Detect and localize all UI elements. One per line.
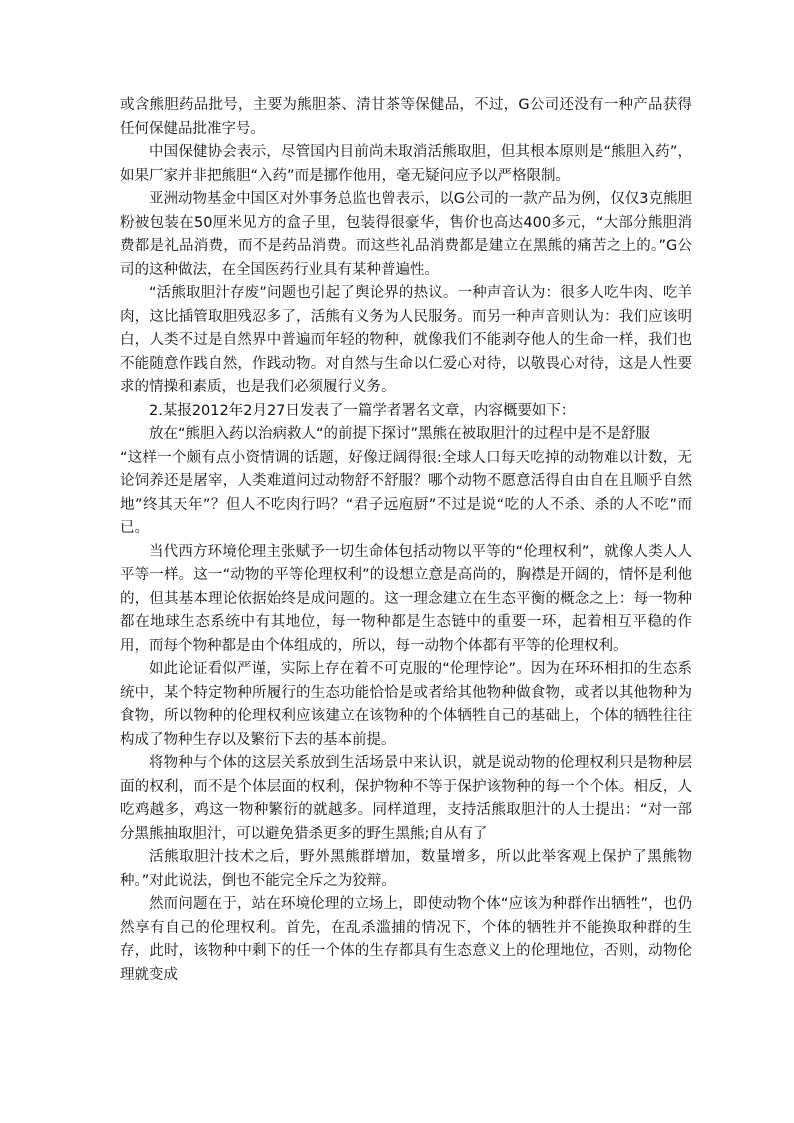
paragraph-1: 或含熊胆药品批号，主要为熊胆茶、清甘茶等保健品，不过，G公司还没有一种产品获得任何保健品批准字号。 <box>120 97 692 137</box>
paragraph-6: 放在“熊胆入药以治病救人“的前提下探讨”黑熊在被取胆汁的过程中是不是舒服 <box>149 426 651 442</box>
paragraph-10: 将物种与个体的这层关系放到生活场景中来认识，就是说动物的伦理权利只是物种层面的权利，而不是个体层面的权利，保护物种不等于保护该物种的每一个个体。相反，人吃鸡越多，鸡这一物种繁衍的就越多。同样道理，支持活熊取胆汁的人士提出：“对一部分黑熊抽取胆汁，可以避免猎杀更多的野生黑熊;自从有了 <box>120 755 692 842</box>
paragraph-5: 2.某报2012年2月27日发表了一篇学者署名文章，内容概要如下： <box>149 402 576 419</box>
paragraph-3: 亚洲动物基金中国区对外事务总监也曾表示，以G公司的一款产品为例，仅仅3克熊胆粉被包装在50厘米见方的盒子里，包装得很豪华，售价也高达400多元，“大部分熊胆消费都是礼品消费，而不是药品消费。而这些礼品消费都是建立在黑熊的痛苦之上的。”G公司的这种做法，在全国医药行业具有某种普遍性。 <box>120 191 692 278</box>
paragraph-8: 当代西方环境伦理主张赋予一切生命体包括动物以平等的“伦理权利”，就像人类人人平等一样。这一“动物的平等伦理权利”的设想立意是高尚的，胸襟是开阔的，情怀是利他的，但其基本理论依据始终是成问题的。这一理念建立在生态平衡的概念之上：每一物种都在地球生态系统中有其地位，每一物种都是生态链中的重要一环，起着相互平稳的作用，而每个物种都是由个体组成的，所以，每一动物个体都有平等的伦理权利。 <box>120 543 692 654</box>
paragraph-11: 活熊取胆汁技术之后，野外黑熊群增加，数量增多，所以此举客观上保护了黑熊物种。”对此说法，倒也不能完全斥之为狡辩。 <box>120 849 692 889</box>
document-page <box>120 94 692 987</box>
paragraph-4: “活熊取胆汁存废”问题也引起了舆论界的热议。一种声音认为：很多人吃牛肉、吃羊肉，这比插管取胆残忍多了，活熊有义务为人民服务。而另一种声音则认为：我们应该明白，人类不过是自然界中普遍而年轻的物种，就像我们不能剥夺他人的生命一样，我们也不能随意作践自然，作践动物。对自然与生命以仁爱心对待，以敬畏心对待，这是人性要求的情操和素质，也是我们必须履行义务。 <box>120 285 692 395</box>
paragraph-12: 然而问题在于，站在环境伦理的立场上，即使动物个体“应该为种群作出牺牲”，也仍然享有自己的伦理权利。首先，在乱杀滥捕的情况下，个体的牺牲并不能换取种群的生存，此时，该物种中剩下的任一个体的生存都具有生态意义上的伦理地位，否则，动物伦理就变成 <box>120 896 692 983</box>
paragraph-7: “这样一个颇有点小资情调的话题，好像迂阔得很:全球人口每天吃掉的动物难以计数，无论饲养还是屠宰，人类难道问过动物舒不舒服？哪个动物不愿意活得自由自在且顺乎自然地”终其天年”？但人不吃肉行吗？“君子远庖厨”不过是说“吃的人不杀、杀的人不吃”而已。 <box>120 449 692 536</box>
paragraph-9: 如此论证看似严谨，实际上存在着不可克服的“伦理悖论”。因为在环环相扣的生态系统中，某个特定物种所履行的生态功能恰恰是或者给其他物种做食物，或者以其他物种为食物，所以物种的伦理权利应该建立在该物种的个体牺牲自己的基础上，个体的牺牲往往构成了物种生存以及繁衍下去的基本前提。 <box>120 661 692 748</box>
paragraph-2: 中国保健协会表示，尽管国内目前尚未取消活熊取胆，但其根本原则是“熊胆入药”，如果厂家并非把熊胆“入药”而是挪作他用，毫无疑问应予以严格限制。 <box>120 144 692 184</box>
